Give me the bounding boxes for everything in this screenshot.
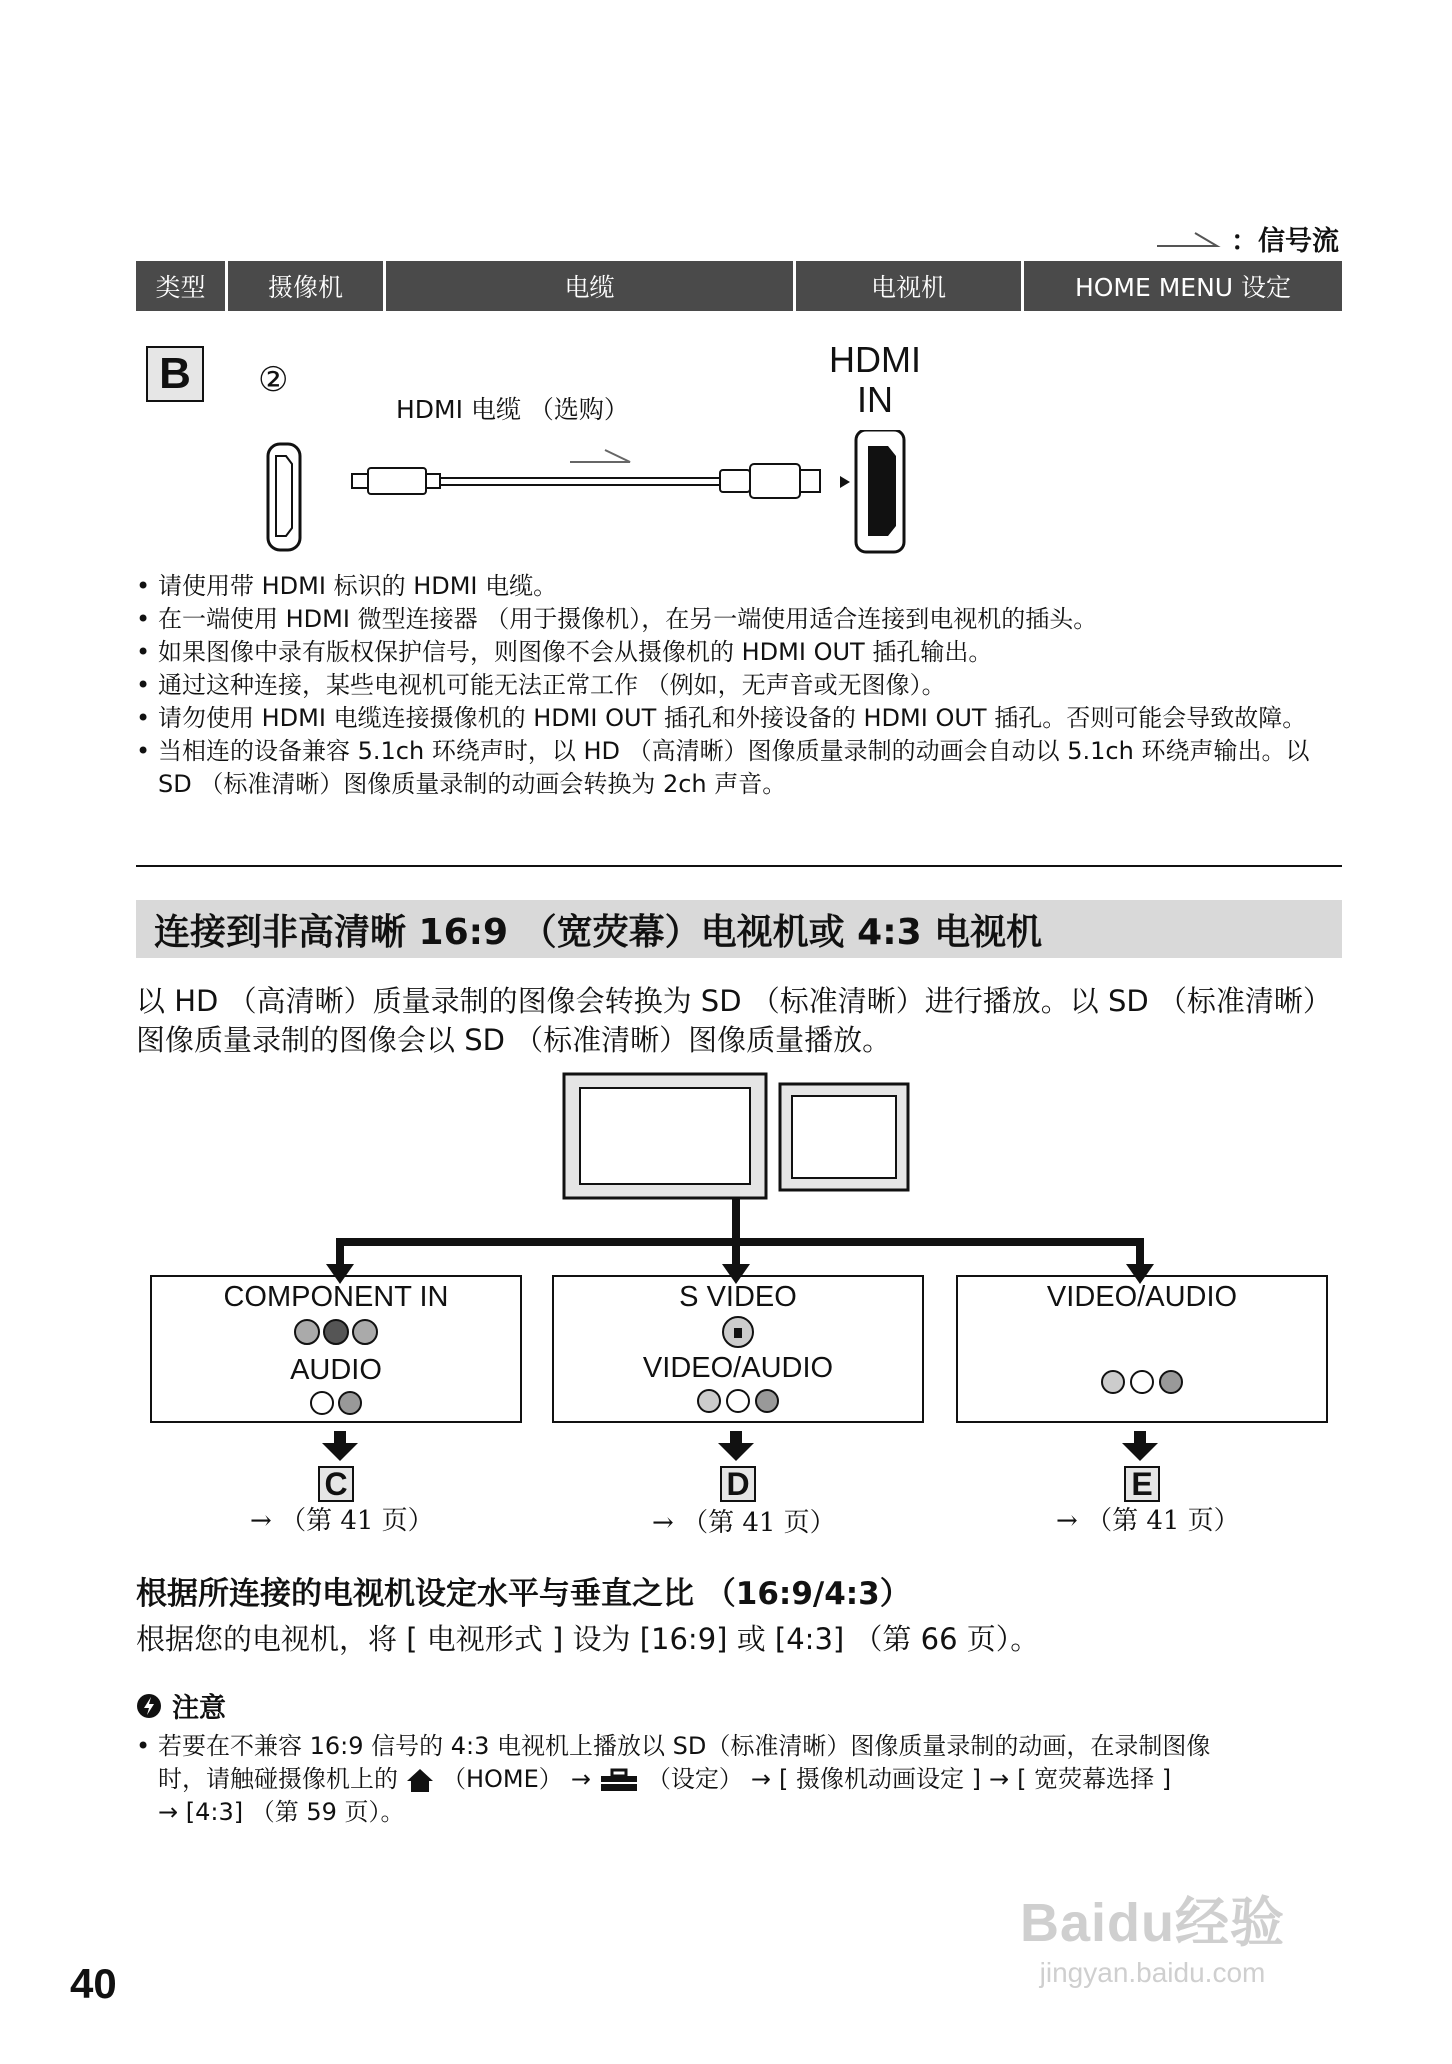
arrow-icon: → [158,1798,186,1826]
section-intro: 以 HD （高清晰）质量录制的图像会转换为 SD （标准清晰）进行播放。以 SD （标准清晰）图像质量录制的图像会以 SD （标准清晰）图像质量播放。 [136,984,1332,1057]
note-line-3 [158,1796,1342,1829]
page-ref-c: → （第 41 页） [250,1506,434,1536]
list-item: • 在一端使用 HDMI 微型连接器 （用于摄像机），在另一端使用适合连接到电视机的插头。 [136,603,1342,636]
type-badge-b: B [146,346,204,402]
note-text: （设定） [646,1765,743,1793]
port-label: VIDEO/AUDIO [642,1352,834,1384]
note-text: （HOME） [442,1765,563,1793]
note-title: 注意 [172,1693,226,1724]
list-item: • 请使用带 HDMI 标识的 HDMI 电缆。 [136,570,1342,603]
header-home-menu: HOME MENU 设定 [1024,261,1342,311]
video-audio-box [956,1275,1328,1423]
home-icon [406,1767,434,1793]
badge-e: E [1124,1466,1160,1502]
badge-c: C [318,1466,354,1502]
toolbox-settings-icon [599,1768,639,1792]
header-cable: 电缆 [386,261,796,311]
s-video-jack-icon [718,1314,758,1350]
pointer-triangle-icon [840,476,850,488]
signal-flow-arrow-icon [1155,229,1221,249]
aspect-text: 根据您的电视机，将 [ 电视形式 ] 设为 [16:9] 或 [4:3] （第 66 页）。 [136,1622,1040,1656]
note-text: [ 摄像机动画设定 ] [779,1765,982,1793]
arrow-icon: → [570,1765,591,1793]
note-text: 时，请触碰摄像机上的 [158,1765,398,1793]
port-label: COMPONENT IN [223,1281,449,1313]
badge-d: D [720,1466,756,1502]
note-heading [136,1686,226,1725]
video-audio-jacks-icon [1097,1366,1187,1398]
list-item: • 当相连的设备兼容 5.1ch 环绕声时，以 HD （高清晰）图像质量录制的动画会自动以 5.1ch 环绕声输出。以 SD （标准清晰）图像质量录制的动画会转换为 2ch 声音。 [136,735,1342,801]
list-item: • 通过这种连接，某些电视机可能无法正常工作 （例如，无声音或无图像）。 [136,669,1342,702]
standard-tv-icon [780,1084,908,1190]
hdmi-connection-diagram [250,430,940,560]
header-camcorder: 摄像机 [228,261,386,311]
page-ref-e: → （第 41 页） [1056,1506,1240,1536]
hdmi-cable-icon [352,464,820,498]
tv-label-hdmi: HDMI [829,339,921,380]
page-ref-text: （第 41 页） [682,1508,836,1538]
list-item: • 请勿使用 HDMI 电缆连接摄像机的 HDMI OUT 插孔和外接设备的 HDMI OUT 插孔。否则可能会导致故障。 [136,702,1342,735]
tv-hdmi-in-port-icon [856,430,904,552]
aspect-heading: 根据所连接的电视机设定水平与垂直之比 （16:9/4:3） [136,1576,911,1612]
section-divider [136,865,1342,867]
note-item: • 若要在不兼容 16:9 信号的 4:3 电视机上播放以 SD（标准清晰）图像质量录制的动画，在录制图像 时，请触碰摄像机上的 （HOME） → （设定） → [ 摄像机动画设定 ] → [ 宽荧幕选择 ] → [4:3] （第 59 页）。 [136,1730,1342,1829]
baidu-watermark [1020,1880,1285,1989]
hdmi-cable-label: HDMI 电缆 （选购） [396,395,629,424]
header-type: 类型 [136,261,228,311]
signal-direction-arrow-icon [570,450,630,462]
distribution-arrows-icon [326,1198,1154,1284]
section-heading: 连接到非高清晰 16:9 （宽荧幕）电视机或 4:3 电视机 [136,900,1342,958]
component-in-box [150,1275,522,1423]
note-text: [ 宽荧幕选择 ] [1017,1765,1172,1793]
circle-number: ② [258,360,289,400]
arrow-icon: → [750,1765,772,1793]
note-line-1: 若要在不兼容 16:9 信号的 4:3 电视机上播放以 SD（标准清晰）图像质量录制的动画，在录制图像 [158,1732,1211,1760]
page-ref-text: （第 41 页） [280,1506,434,1536]
port-label: AUDIO [290,1354,382,1386]
camera-hdmi-port-icon [268,444,300,550]
audio-jacks-icon [306,1387,366,1419]
connection-table-header [136,261,1342,311]
list-item: • 如果图像中录有版权保护信号，则图像不会从摄像机的 HDMI OUT 插孔输出。 [136,636,1342,669]
video-audio-jacks-icon [693,1385,783,1417]
port-label: VIDEO/AUDIO [1046,1281,1238,1313]
signal-flow-legend [1155,219,1339,258]
s-video-box [552,1275,924,1423]
page-ref-d: → （第 41 页） [652,1508,836,1538]
port-label: S VIDEO [679,1281,797,1313]
note-line-2 [158,1763,1342,1796]
header-tv: 电视机 [796,261,1024,311]
down-arrows [140,1425,1340,1465]
tv-label-in: IN [857,379,893,420]
widescreen-tv-icon [564,1074,766,1198]
tv-hdmi-in-label [820,340,930,420]
tv-distribution-diagram [140,1072,1340,1292]
component-jacks-icon [291,1314,381,1350]
hdmi-notes-list [136,570,1342,801]
watermark-url: jingyan.baidu.com [1039,1957,1266,1988]
note-text: [4:3] （第 59 页）。 [185,1798,405,1826]
page-number: 40 [70,1960,117,2007]
arrow-icon: → [989,1765,1010,1793]
legend-label: ：信号流 [1231,226,1339,257]
watermark-brand: Baidu经验 [1020,1893,1286,1953]
page-ref-text: （第 41 页） [1086,1506,1240,1536]
caution-icon [136,1693,162,1719]
note-body [136,1730,1342,1829]
